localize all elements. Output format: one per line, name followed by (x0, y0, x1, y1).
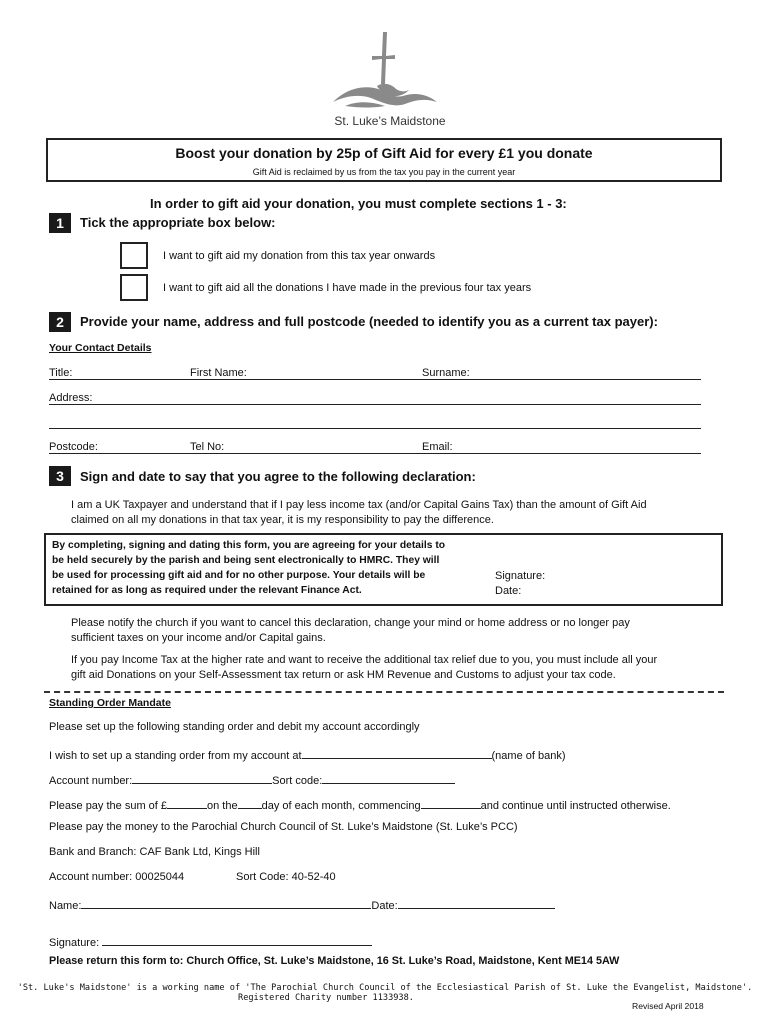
section-2-number: 2 (49, 312, 71, 332)
gift-aid-header-box (46, 138, 722, 182)
standing-order-intro: Please set up the following standing order and debit my account accordingly (49, 721, 420, 733)
church-logo (325, 28, 455, 128)
section-3-number: 3 (49, 466, 71, 486)
bank-name-suffix: (name of bank) (491, 750, 566, 762)
pay-commencing-label: day of each month, commencing (261, 800, 421, 812)
surname-label: Surname: (422, 367, 470, 379)
bank-name-row (49, 746, 566, 762)
section-1-heading: Tick the appropriate box below: (80, 215, 276, 230)
section-2-heading: Provide your name, address and full postcode (needed to identify you as a current tax payer): (80, 314, 658, 329)
so-signature-label: Signature: (49, 937, 100, 949)
gift-aid-onwards-label: I want to gift aid my donation from this tax year onwards (163, 250, 436, 262)
section-1-number: 1 (49, 213, 71, 233)
standing-order-heading: Standing Order Mandate (49, 697, 171, 709)
pcc-line: Please pay the money to the Parochial Church Council of St. Luke’s Maidstone (St. Luke’s PCC) (49, 821, 518, 833)
section-3-heading: Sign and date to say that you agree to the following declaration: (80, 469, 476, 484)
pay-sum-input[interactable] (167, 796, 207, 809)
so-name-label: Name: (49, 900, 82, 912)
sort-code-input[interactable] (322, 771, 455, 784)
title-label: Title: (49, 367, 73, 379)
bank-branch-line: Bank and Branch: CAF Bank Ltd, Kings Hill (49, 846, 260, 858)
account-number-input[interactable] (132, 771, 272, 784)
consent-line-3: be used for processing gift aid and for no other purpose. Your details will be (52, 570, 426, 581)
higher-rate-line-2: gift aid Donations on your Self-Assessment tax return or ask HM Revenue and Customs to adjust your tax code. (71, 669, 616, 681)
sections-intro: In order to gift aid your donation, you must complete sections 1 - 3: (150, 196, 567, 211)
footer-note-1: 'St. Luke's Maidstone' is a working name of 'The Parochial Church Council of the Ecclesiastical Parish of St. Luke the Evangelist, Maidstone'. (17, 983, 753, 993)
email-label: Email: (422, 441, 453, 453)
bank-name-input[interactable] (302, 746, 492, 759)
pay-commencing-input[interactable] (421, 796, 481, 809)
header-title: Boost your donation by 25p of Gift Aid for every £1 you donate (175, 145, 593, 161)
cross-hill-icon (325, 28, 455, 110)
declaration-line-1: I am a UK Taxpayer and understand that if I pay less income tax (and/or Capital Gains Tax) than the amount of Gift Aid (71, 499, 647, 511)
consent-line-1: By completing, signing and dating this form, you are agreeing for your details to (52, 540, 446, 551)
return-address: Please return this form to: Church Office, St. Luke’s Maidstone, 16 St. Luke’s Road, Maidstone, Kent ME14 5AW (49, 955, 620, 967)
pay-on-label: on the (207, 800, 238, 812)
gift-aid-past-checkbox[interactable] (120, 274, 148, 301)
name-line[interactable] (49, 379, 701, 380)
so-signature-input[interactable] (102, 933, 372, 946)
org-name: St. Luke’s Maidstone (334, 114, 446, 128)
pay-day-input[interactable] (238, 796, 262, 809)
declaration-line-2: claimed on all my donations in that tax year, it is my responsibility to pay the difference. (71, 514, 494, 526)
first-name-label: First Name: (190, 367, 247, 379)
revised-date: Revised April 2018 (632, 1001, 704, 1011)
consent-box (44, 533, 723, 606)
pay-sum-label: Please pay the sum of £ (49, 800, 168, 812)
bank-name-prefix: I wish to set up a standing order from my account at (49, 750, 302, 762)
notify-line-2: sufficient taxes on your income and/or Capital gains. (71, 632, 326, 644)
account-number-label: Account number: (49, 775, 133, 787)
higher-rate-line-1: If you pay Income Tax at the higher rate and want to receive the additional tax relief due to you, you must include all your (71, 654, 658, 666)
footer-note-2: Registered Charity number 1133938. (238, 993, 414, 1003)
header-subtitle: Gift Aid is reclaimed by us from the tax you pay in the current year (252, 167, 516, 177)
contact-line[interactable] (49, 453, 701, 454)
gift-aid-past-label: I want to gift aid all the donations I have made in the previous four tax years (163, 282, 532, 294)
payment-row (49, 796, 671, 812)
declaration-signature-label[interactable]: Signature: (495, 570, 546, 582)
name-date-row (49, 896, 555, 912)
so-date-label: Date: (371, 900, 398, 912)
address-line-2[interactable] (49, 428, 701, 429)
declaration-date-label[interactable]: Date: (495, 585, 522, 597)
address-label: Address: (49, 392, 93, 404)
contact-details-heading: Your Contact Details (49, 342, 152, 354)
pcc-account-number: Account number: 00025044 (49, 871, 185, 883)
pay-continue-label: and continue until instructed otherwise. (480, 800, 671, 812)
consent-line-2: be held securely by the parish and being sent electronically to HMRC. They will (52, 555, 440, 566)
tel-label: Tel No: (190, 441, 225, 453)
consent-line-4: retained for as long as required under the relevant Finance Act. (52, 585, 362, 596)
so-signature-row (49, 933, 372, 949)
sort-code-label: Sort code: (272, 775, 323, 787)
account-row (49, 771, 455, 787)
postcode-label: Postcode: (49, 441, 98, 453)
gift-aid-onwards-checkbox[interactable] (120, 242, 148, 269)
cut-dashed-line (44, 691, 724, 693)
address-line-1[interactable] (49, 404, 701, 405)
notify-line-1: Please notify the church if you want to cancel this declaration, change your mind or home address or no longer pay (71, 617, 630, 629)
so-name-input[interactable] (81, 896, 371, 909)
so-date-input[interactable] (398, 896, 555, 909)
pcc-sort-code: Sort Code: 40-52-40 (236, 871, 336, 883)
